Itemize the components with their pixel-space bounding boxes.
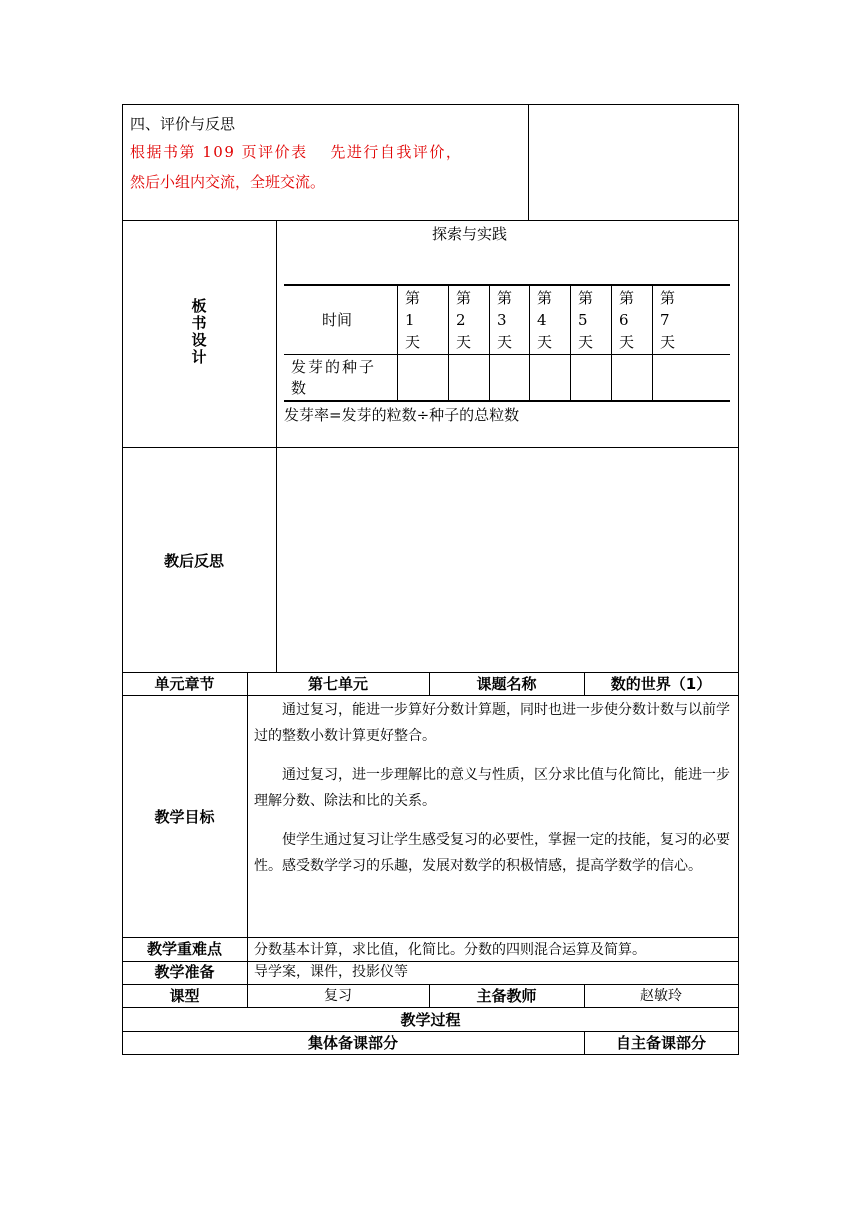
unit-value: 第七单元 bbox=[307, 675, 368, 693]
preparation-value: 导学案，课件，投影仪等 bbox=[254, 964, 408, 980]
key-points-value: 分数基本计算，求比值，化简比。分数的四则混合运算及简算。 bbox=[254, 942, 646, 958]
unit-label: 单元章节 bbox=[154, 675, 215, 693]
process-heading: 教学过程 bbox=[400, 1011, 461, 1029]
lead-teacher-label: 主备教师 bbox=[476, 987, 537, 1005]
preparation-label: 教学准备 bbox=[154, 963, 215, 981]
topic-label: 课题名称 bbox=[476, 675, 537, 693]
day-2-header: 第 2 天 bbox=[456, 289, 472, 351]
objectives-label: 教学目标 bbox=[154, 808, 215, 826]
topic-value: 数的世界（1） bbox=[610, 675, 712, 693]
reflection-instruction-line1: 根据书第 109 页评价表 先进行自我评价， bbox=[130, 143, 463, 161]
collective-prep-label: 集体备课部分 bbox=[307, 1034, 398, 1052]
objective-paragraph-2: 通过复习，进一步理解比的意义与性质，区分求比值与化简比，能进一步理解分数、除法和比的关系。 bbox=[254, 767, 730, 809]
board-design-label: 板 书 设 计 bbox=[191, 297, 207, 366]
seed-row-label-line1: 发芽的种子 bbox=[291, 358, 377, 376]
germination-formula: 发芽率=发芽的粒数÷种子的总粒数 bbox=[284, 406, 520, 424]
day-1-header: 第 1 天 bbox=[405, 289, 421, 351]
objective-paragraph-3: 使学生通过复习让学生感受复习的必要性，掌握一定的技能，复习的必要性。感受数学学习的乐趣，发展对数学的积极情感，提高学数学的信心。 bbox=[254, 832, 730, 874]
seed-row-label-line2: 数 bbox=[291, 379, 307, 397]
lead-teacher-value: 赵敏玲 bbox=[640, 988, 682, 1004]
self-prep-label: 自主备课部分 bbox=[615, 1034, 706, 1052]
board-title: 探索与实践 bbox=[432, 225, 508, 243]
reflection-heading: 四、评价与反思 bbox=[130, 115, 236, 133]
lesson-type-label: 课型 bbox=[169, 987, 200, 1005]
objective-paragraph-1: 通过复习，能进一步算好分数计算题，同时也进一步使分数计数与以前学过的整数小数计算更好整合。 bbox=[254, 702, 730, 744]
day-7-header: 第 7 天 bbox=[660, 289, 676, 351]
day-4-header: 第 4 天 bbox=[537, 289, 553, 351]
day-6-header: 第 6 天 bbox=[619, 289, 635, 351]
post-teaching-reflection-label: 教后反思 bbox=[164, 552, 225, 570]
key-points-label: 教学重难点 bbox=[146, 940, 222, 958]
day-3-header: 第 3 天 bbox=[497, 289, 513, 351]
reflection-instruction-line2: 然后小组内交流，全班交流。 bbox=[130, 173, 326, 191]
lesson-type-value: 复习 bbox=[324, 988, 352, 1004]
day-5-header: 第 5 天 bbox=[578, 289, 594, 351]
time-header: 时间 bbox=[322, 311, 353, 329]
